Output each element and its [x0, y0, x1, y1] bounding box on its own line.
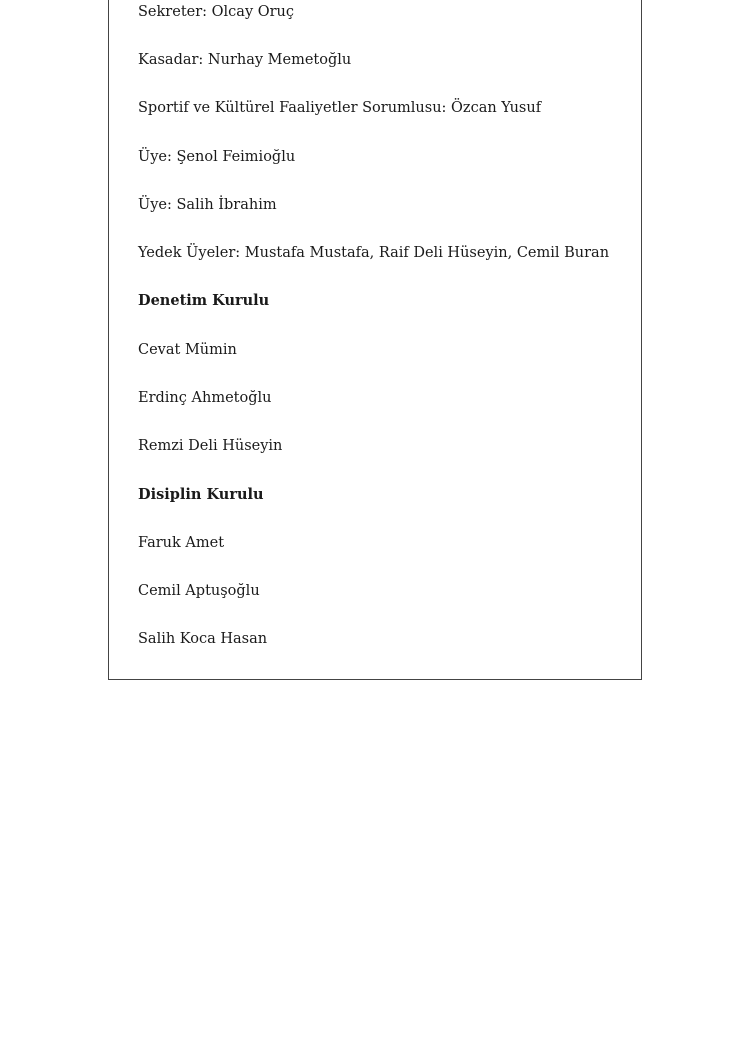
heading-disciplinary-board: Disiplin Kurulu — [138, 486, 264, 503]
line-audit-member-3: Remzi Deli Hüseyin — [138, 438, 283, 454]
line-sports-culture-officer: Sportif ve Kültürel Faaliyetler Sorumlusu: Özcan Yusuf — [138, 100, 542, 116]
line-member-1: Üye: Şenol Feimioğlu — [138, 149, 296, 165]
line-substitute-members: Yedek Üyeler: Mustafa Mustafa, Raif Deli Hüseyin, Cemil Buran — [138, 245, 610, 261]
line-treasurer: Kasadar: Nurhay Memetoğlu — [138, 52, 352, 68]
line-discipline-member-3: Salih Koca Hasan — [138, 631, 268, 647]
line-member-2: Üye: Salih İbrahim — [138, 197, 277, 213]
heading-audit-board: Denetim Kurulu — [138, 292, 270, 309]
line-discipline-member-1: Faruk Amet — [138, 535, 225, 551]
line-audit-member-2: Erdinç Ahmetoğlu — [138, 390, 272, 406]
line-secretary: Sekreter: Olcay Oruç — [138, 4, 295, 20]
line-audit-member-1: Cevat Mümin — [138, 342, 237, 358]
line-discipline-member-2: Cemil Aptuşoğlu — [138, 583, 260, 599]
